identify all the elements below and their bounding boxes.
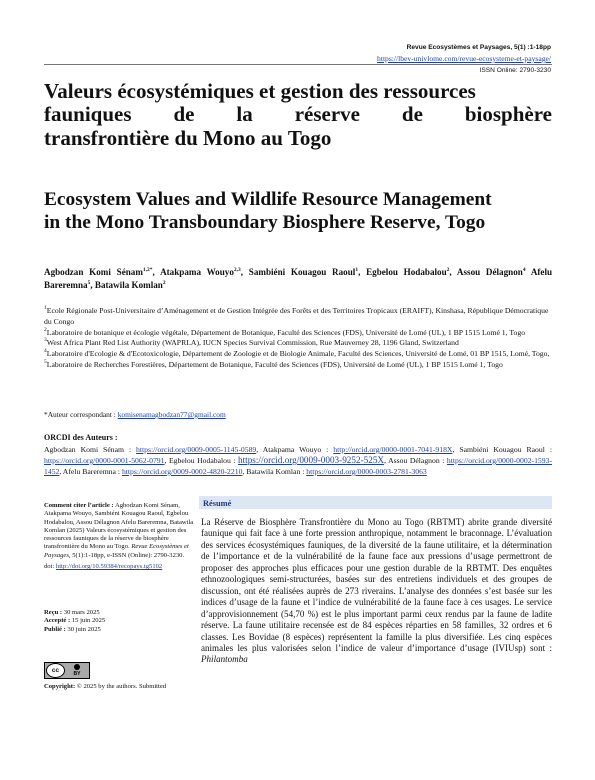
author-name: Assou Délagnon bbox=[456, 267, 523, 277]
orcid-author-name: Afelu Bareremna bbox=[62, 467, 116, 476]
publication-dates bbox=[44, 609, 105, 634]
copyright-line bbox=[44, 683, 204, 690]
cc-by-license-icon[interactable] bbox=[44, 662, 90, 679]
abstract-species-italic: Philantomba bbox=[201, 654, 248, 665]
author-name: Batawila Komlan bbox=[94, 280, 163, 290]
title-english bbox=[44, 188, 552, 234]
orcid-author-name: Sambiéni Kouagou Raoul bbox=[459, 445, 545, 454]
author-name: Egbelou Hodabalou bbox=[366, 267, 447, 277]
author-affiliation-mark: 2 bbox=[162, 280, 166, 286]
title-french-line-1: Valeurs écosystémiques et gestion des ressources bbox=[44, 79, 476, 103]
author-name: Atakpama Wouyo bbox=[160, 267, 234, 277]
citation-journal: Revue Ecosystèmes et Paysages, bbox=[44, 543, 189, 559]
author-affiliation-mark: 1,2* bbox=[142, 267, 153, 273]
copyright-text: © 2025 by the authors. Submitted bbox=[76, 683, 167, 690]
orcid-link[interactable]: https://orcid.org/0000-0002-1593-1452 bbox=[44, 456, 553, 476]
orcid-author-name: Batawila Komlan bbox=[246, 467, 301, 476]
author-affiliation-mark: 5 bbox=[87, 280, 91, 286]
date-published: Publié : 30 juin 2025 bbox=[44, 625, 101, 633]
journal-url-link[interactable]: https://lbev-univlome.com/revue-ecosysteme-et-paysage/ bbox=[377, 54, 551, 63]
orcid-link[interactable]: https://orcid.org/0000-0001-5062-0791 bbox=[44, 456, 165, 465]
resume-header-bar bbox=[199, 496, 552, 509]
citation-text: Agbodzan Komi Sénam, Atakpama Wouyo, Sambiéni Kouagou Raoul, Egbelou Hodabalou, Assou Délagnon Afelu Bareremna, Batawila Komlan (2025) Valeurs écosystémiques et gestion des ressources fauniques de la réserve de biosphère transfrontière du Mono au Togo. bbox=[44, 502, 194, 551]
citation-label: Comment citer l’article : bbox=[44, 502, 114, 509]
corresponding-label: *Auteur correspondant : bbox=[44, 410, 116, 419]
copyright-label: Copyright: bbox=[44, 683, 76, 690]
orcid-link[interactable]: http://orcid.org/0000-0001-7041-918X bbox=[333, 445, 453, 454]
author-name: Sambiéni Kouagou Raoul bbox=[248, 267, 356, 277]
orcid-list: Agbodzan Komi Sénam : https://orcid.org/0009-0005-1145-0589, Atakpama Wouyo : http://orcid.org/0000-0001-7041-918X, Sambiéni Kouagou Raoul : https://orcid.org/0000-0001-5062-0791, Egbelou Hodabalou : https://orcid.org/0009-0003-9252-525X, Assou Délagnon : https://orcid.org/0000-0002-1593-1452, Afelu Bareremna : https://orcid.org/0009-0002-4820-2210, Batawila Komlan : https://orcid.org/0000-0003-2781-3063 bbox=[44, 445, 553, 476]
orcid-author-name: Egbelou Hodabalou bbox=[168, 456, 231, 465]
orcid-author-name: Atakpama Wouyo bbox=[262, 445, 322, 454]
header-divider bbox=[44, 64, 552, 65]
title-french-line-3: transfrontière du Mono au Togo bbox=[44, 125, 332, 150]
affiliation-item: $^4$Laboratoire d'Ecologie & d'Ecotoxicologie, Département de Zoologie et de Biologie Animale, Faculté des Sciences, Université de Lomé, 01 BP 1515, Lomé, Togo, bbox=[44, 348, 550, 359]
title-english-line-2: in the Mono Transboundary Biosphere Reserve, Togo bbox=[44, 212, 486, 233]
author-affiliation-mark: 2,3 bbox=[233, 267, 241, 273]
title-french bbox=[44, 80, 552, 150]
affiliation-item: $^3$West Africa Plant Red List Authority (WAPRLA), IUCN Species Survival Commission, Rue Mauverney 28, 1196 Gland, Switzerland bbox=[44, 337, 459, 348]
abstract-body: La Réserve de Biosphère Transfrontière du Mono au Togo (RBTMT) abrite grande diversité faunique qui fait face à une forte pression anthropique, notamment le braconnage. L’évaluation des services écosystémiques fauniques, de la diversité de la faune utilitaire, et la détermination de l’importance et de la vulnérabilité de la faune face aux pressions d’usage permettront de proposer des approches plus efficaces pour une gestion durable de la RBTMT. Des enquêtes ethnozoologiques semi-structurées, basées sur des entretiens individuels et des groupes de discussion, ont été réalisées auprès de 273 riverains. L’analyse des données s’est basée sur les indices d’usage de la faune et l’indice de vulnérabilité de la faune face à ces usages. Le service d’approvisionnement (54,70 %) est le plus important parmi ceux rendus par la faune de ladite réserve. La faune utilitaire recensée est de 84 espèces réparties en 58 familles, 32 ordres et 6 classes. Les Bovidae (8 espèces) représentent la famille la plus diversifiée. Les cinq espèces animales les plus valorisées selon l’indice de valeur d’importance d’usage (IVIUsp) sont : bbox=[201, 517, 552, 653]
resume-heading: Résumé bbox=[203, 499, 232, 508]
cc-icon: cc bbox=[46, 663, 65, 678]
issn-label: ISSN Online: 2790-3230 bbox=[479, 67, 551, 74]
title-french-line-2: fauniques de la réserve de biosphère bbox=[44, 102, 552, 127]
author-list: Agbodzan Komi Sénam$^{1,2*}$, Atakpama Wouyo$^{2,3}$, Sambiéni Kouagou Raoul$^1$, Egbelou Hodabalou$^2$, Assou Délagnon$^4$ Afelu Bareremna$^5$, Batawila Komlan$^2$ bbox=[44, 267, 553, 290]
orcid-heading: ORCDI des Auteurs : bbox=[44, 433, 118, 442]
person-icon bbox=[74, 664, 80, 670]
author-affiliation-mark: 2 bbox=[446, 267, 450, 273]
doi-label: doi: bbox=[44, 563, 55, 571]
author-affiliation-mark: 1 bbox=[355, 267, 359, 273]
date-received: Reçu : 30 mars 2025 bbox=[44, 609, 100, 616]
affiliation-item: $^2$Laboratoire de botanique et écologie végétale, Département de Botanique, Faculté des Sciences (FDS), Université de Lomé (UL), 1 BP 1515 Lomé 1, Togo bbox=[44, 326, 526, 337]
title-english-line-1: Ecosystem Values and Wildlife Resource Management bbox=[44, 189, 492, 210]
orcid-author-name: Agbodzan Komi Sénam bbox=[44, 445, 124, 454]
citation-tail: 5(1):1-18pp, e-ISSN (Online): 2790-3230. bbox=[72, 551, 185, 559]
orcid-link[interactable]: https://orcid.org/0000-0003-2781-3063 bbox=[306, 467, 427, 476]
affiliation-item: $^1$Ecole Régionale Post-Universitaire d’Aménagement et de Gestion Intégrée des Forêts et des Territoires Tropicaux (ERAIFT), Kinshasa, République Démocratique du Congo bbox=[44, 305, 549, 326]
author-name: Afelu Bareremna bbox=[44, 267, 553, 290]
orcid-link[interactable]: https://orcid.org/0009-0005-1145-0589 bbox=[136, 445, 257, 454]
abstract-text bbox=[201, 517, 552, 666]
citation-box bbox=[44, 502, 194, 571]
affiliations bbox=[44, 306, 552, 371]
orcid-link[interactable]: https://orcid.org/0009-0002-4820-2210 bbox=[121, 467, 243, 476]
author-name: Agbodzan Komi Sénam bbox=[44, 267, 143, 277]
author-affiliation-mark: 4 bbox=[522, 267, 526, 273]
by-label: BY bbox=[73, 670, 81, 677]
doi-line bbox=[44, 563, 194, 571]
corresponding-email-link[interactable]: komisenamagbodzan77@gmail.com bbox=[117, 410, 226, 419]
doi-link[interactable]: http://doi.org/10.59384/recopays.tg5102 bbox=[55, 563, 163, 571]
by-attribution-icon bbox=[65, 664, 89, 677]
affiliation-item: $^5$Laboratoire de Recherches Forestières, Département de Botanique, Faculté des Sciences (FDS), Université de Lomé (UL), 1 BP 1515 Lomé 1, Togo bbox=[44, 358, 503, 369]
date-accepted: Accepté : 15 juin 2025 bbox=[44, 617, 106, 625]
orcid-author-name: Assou Délagnon bbox=[388, 456, 440, 465]
orcid-link[interactable]: https://orcid.org/0009-0003-9252-525X bbox=[238, 455, 385, 465]
corresponding-author bbox=[44, 410, 226, 419]
journal-reference: Revue Ecosystèmes et Paysages, 5(1) :1-18pp bbox=[406, 44, 551, 51]
